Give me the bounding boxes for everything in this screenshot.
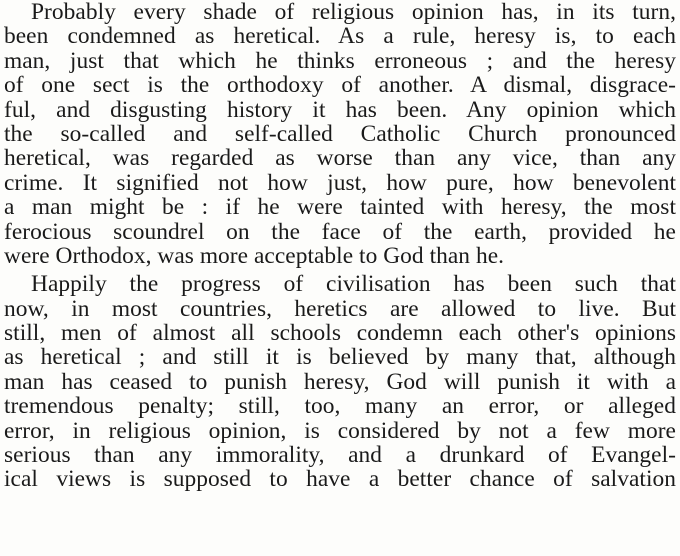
text-line: tremendous penalty; still, too, many an error, or alleged	[4, 393, 676, 420]
text-line: error, in religious opinion, is considered by not a few more	[4, 417, 676, 444]
text-line: Probably every shade of religious opinion has, in its turn,	[31, 0, 676, 25]
text-line: man, just that which he thinks erroneous ; and the heresy	[4, 47, 676, 74]
paragraph	[4, 272, 676, 492]
text-line: as heretical ; and still it is believed by many that, although	[4, 344, 676, 371]
text-line: crime. It signified not how just, how pure, how benevolent	[4, 169, 676, 196]
text-line: now, in most countries, heretics are allowed to live. But	[4, 295, 676, 322]
text-line: ical views is supposed to have a better chance of salvation	[4, 466, 676, 493]
text-line: were Orthodox, was more acceptable to God than he.	[4, 242, 505, 269]
text-line: the so-called and self-called Catholic Church pronounced	[4, 120, 676, 147]
body-text	[4, 0, 676, 492]
text-line: Happily the progress of civilisation has been such that	[31, 271, 676, 298]
text-line: serious than any immorality, and a drunkard of Evangel-	[4, 442, 676, 469]
text-line: a man might be : if he were tainted with heresy, the most	[4, 194, 676, 221]
paragraph	[4, 0, 676, 268]
text-line: ferocious scoundrel on the face of the earth, provided he	[4, 218, 676, 245]
text-line: man has ceased to punish heresy, God will punish it with a	[4, 368, 676, 395]
text-line: of one sect is the orthodoxy of another. A dismal, disgrace-	[4, 72, 676, 99]
text-line: been condemned as heretical. As a rule, heresy is, to each	[4, 23, 676, 50]
text-line: ful, and disgusting history it has been. Any opinion which	[4, 96, 676, 123]
text-line: still, men of almost all schools condemn each other's opinions	[4, 320, 676, 347]
text-line: heretical, was regarded as worse than any vice, than any	[4, 145, 676, 172]
